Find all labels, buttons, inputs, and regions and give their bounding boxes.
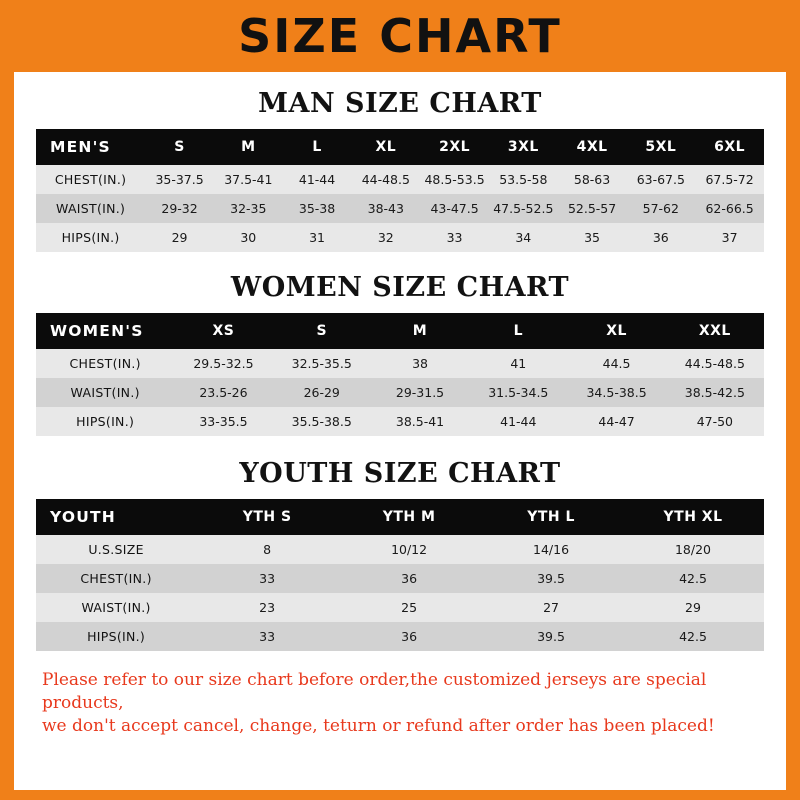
cell: 52.5-57 — [558, 194, 627, 223]
cell: 29-32 — [145, 194, 214, 223]
cell: 35-37.5 — [145, 165, 214, 194]
column-header: XL — [351, 129, 420, 165]
man-section-title: MAN SIZE CHART — [258, 88, 542, 119]
cell: 31 — [283, 223, 352, 252]
column-header: L — [469, 313, 567, 349]
table-row — [36, 223, 764, 252]
cell: 47-50 — [666, 407, 764, 436]
row-label: CHEST(IN.) — [36, 564, 196, 593]
cell: 33 — [196, 564, 338, 593]
cell: 36 — [338, 564, 480, 593]
women-size-section — [36, 272, 764, 436]
row-label: CHEST(IN.) — [36, 165, 145, 194]
cell: 44.5-48.5 — [666, 349, 764, 378]
cell: 38 — [371, 349, 469, 378]
column-header: L — [283, 129, 352, 165]
cell: 23.5-26 — [174, 378, 272, 407]
column-header: S — [145, 129, 214, 165]
page-title: SIZE CHART — [238, 9, 562, 63]
cell: 34.5-38.5 — [567, 378, 665, 407]
column-header: 6XL — [695, 129, 764, 165]
women-section-title: WOMEN SIZE CHART — [230, 272, 570, 303]
column-header: M — [371, 313, 469, 349]
table-row — [36, 378, 764, 407]
column-header: XL — [567, 313, 665, 349]
column-header: YTH L — [480, 499, 622, 535]
youth-size-table — [36, 499, 764, 651]
cell: 33 — [420, 223, 489, 252]
cell: 29-31.5 — [371, 378, 469, 407]
cell: 32.5-35.5 — [273, 349, 371, 378]
table-row — [36, 407, 764, 436]
cell: 62-66.5 — [695, 194, 764, 223]
column-header: YTH XL — [622, 499, 764, 535]
column-header: YTH M — [338, 499, 480, 535]
table-header-row — [36, 129, 764, 165]
cell: 30 — [214, 223, 283, 252]
cell: 38-43 — [351, 194, 420, 223]
row-label: HIPS(IN.) — [36, 407, 174, 436]
cell: 36 — [338, 622, 480, 651]
man-size-table — [36, 129, 764, 252]
row-label: WAIST(IN.) — [36, 593, 196, 622]
column-header: XXL — [666, 313, 764, 349]
table-row — [36, 593, 764, 622]
column-header: M — [214, 129, 283, 165]
cell: 47.5-52.5 — [489, 194, 558, 223]
table-row — [36, 349, 764, 378]
table-row — [36, 564, 764, 593]
column-header: MEN'S — [36, 129, 145, 165]
cell: 39.5 — [480, 564, 622, 593]
cell: 32-35 — [214, 194, 283, 223]
table-row — [36, 622, 764, 651]
youth-size-section — [36, 458, 764, 651]
cell: 29 — [145, 223, 214, 252]
cell: 36 — [626, 223, 695, 252]
column-header: WOMEN'S — [36, 313, 174, 349]
column-header: 2XL — [420, 129, 489, 165]
cell: 29 — [622, 593, 764, 622]
cell: 25 — [338, 593, 480, 622]
cell: 8 — [196, 535, 338, 564]
column-header: XS — [174, 313, 272, 349]
column-header: 3XL — [489, 129, 558, 165]
cell: 35-38 — [283, 194, 352, 223]
cell: 57-62 — [626, 194, 695, 223]
cell: 32 — [351, 223, 420, 252]
note-line-1: Please refer to our size chart before order,the customized jerseys are special products, — [42, 670, 707, 713]
table-row — [36, 165, 764, 194]
page-header — [0, 0, 800, 72]
order-policy-note — [42, 669, 758, 738]
cell: 53.5-58 — [489, 165, 558, 194]
cell: 33 — [196, 622, 338, 651]
cell: 14/16 — [480, 535, 622, 564]
column-header: S — [273, 313, 371, 349]
column-header: 5XL — [626, 129, 695, 165]
cell: 41-44 — [469, 407, 567, 436]
cell: 35 — [558, 223, 627, 252]
table-row — [36, 194, 764, 223]
cell: 37.5-41 — [214, 165, 283, 194]
column-header: YTH S — [196, 499, 338, 535]
cell: 35.5-38.5 — [273, 407, 371, 436]
cell: 26-29 — [273, 378, 371, 407]
cell: 37 — [695, 223, 764, 252]
row-label: WAIST(IN.) — [36, 378, 174, 407]
women-size-table — [36, 313, 764, 436]
table-header-row — [36, 313, 764, 349]
table-header-row — [36, 499, 764, 535]
column-header: YOUTH — [36, 499, 196, 535]
cell: 23 — [196, 593, 338, 622]
cell: 48.5-53.5 — [420, 165, 489, 194]
table-row — [36, 535, 764, 564]
note-line-2: we don't accept cancel, change, teturn or refund after order has been placed! — [42, 715, 715, 736]
row-label: HIPS(IN.) — [36, 622, 196, 651]
man-size-section — [36, 88, 764, 252]
column-header: 4XL — [558, 129, 627, 165]
cell: 44-48.5 — [351, 165, 420, 194]
cell: 38.5-41 — [371, 407, 469, 436]
row-label: U.S.SIZE — [36, 535, 196, 564]
cell: 43-47.5 — [420, 194, 489, 223]
cell: 10/12 — [338, 535, 480, 564]
cell: 27 — [480, 593, 622, 622]
cell: 33-35.5 — [174, 407, 272, 436]
cell: 63-67.5 — [626, 165, 695, 194]
row-label: WAIST(IN.) — [36, 194, 145, 223]
bottom-accent-strip — [0, 790, 800, 800]
cell: 41-44 — [283, 165, 352, 194]
row-label: HIPS(IN.) — [36, 223, 145, 252]
row-label: CHEST(IN.) — [36, 349, 174, 378]
cell: 42.5 — [622, 622, 764, 651]
cell: 58-63 — [558, 165, 627, 194]
cell: 29.5-32.5 — [174, 349, 272, 378]
youth-section-title: YOUTH SIZE CHART — [239, 458, 561, 489]
cell: 39.5 — [480, 622, 622, 651]
cell: 38.5-42.5 — [666, 378, 764, 407]
cell: 41 — [469, 349, 567, 378]
cell: 34 — [489, 223, 558, 252]
cell: 42.5 — [622, 564, 764, 593]
chart-content — [14, 88, 786, 738]
cell: 31.5-34.5 — [469, 378, 567, 407]
cell: 18/20 — [622, 535, 764, 564]
cell: 67.5-72 — [695, 165, 764, 194]
cell: 44-47 — [567, 407, 665, 436]
cell: 44.5 — [567, 349, 665, 378]
